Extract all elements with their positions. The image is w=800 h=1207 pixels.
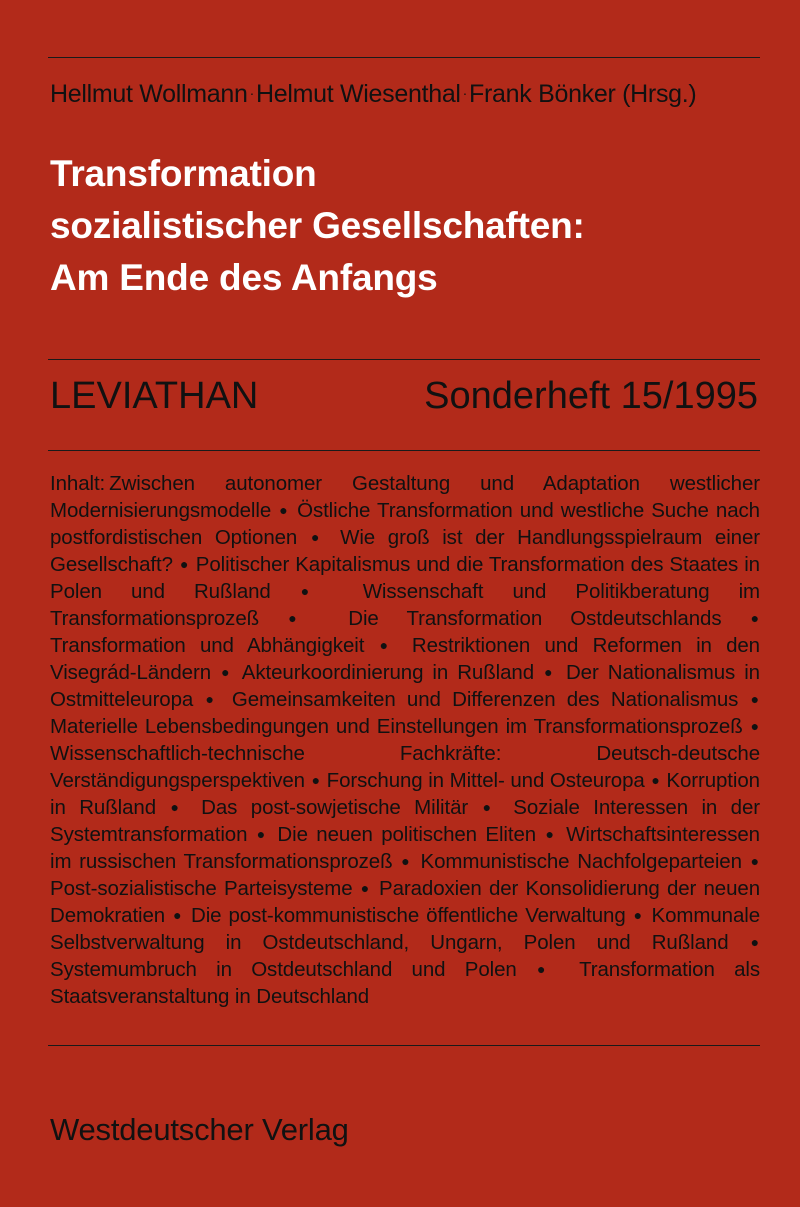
contents-item: Die post-kommunistische öffentliche Verwaltung <box>191 904 626 927</box>
bullet-separator: ● <box>537 961 560 977</box>
bullet-separator: ● <box>544 664 556 680</box>
author-separator: · <box>249 85 254 101</box>
bullet-separator: ● <box>256 826 268 842</box>
bullet-separator: ● <box>545 826 557 842</box>
title-line: Transformation <box>50 153 317 194</box>
bullet-separator: ● <box>311 772 320 788</box>
contents-item: Die neuen politischen Eliten <box>277 823 537 846</box>
bullet-separator: ● <box>750 853 759 869</box>
bullet-separator: ● <box>633 907 644 923</box>
contents-item: Das post-sowjetische Militär <box>201 796 469 819</box>
series-line <box>50 370 760 422</box>
contents-item: Transformation als Staatsveranstaltung in Deutschland <box>50 958 760 1008</box>
contents-item: Restriktionen und Reformen in den Visegrád-Ländern <box>50 634 760 684</box>
contents-item: Kommunale Selbstverwaltung in Ostdeutschland, Ungarn, Polen und Rußland <box>50 904 761 954</box>
bullet-separator: ● <box>179 556 189 572</box>
contents-label: Inhalt: <box>50 472 106 495</box>
bullet-separator: ● <box>482 799 499 815</box>
author-name: Hellmut Wollmann <box>50 80 248 108</box>
bullet-separator: ● <box>379 637 397 653</box>
contents-block <box>50 470 760 1010</box>
contents-item: Kommunistische Nachfolgeparteien <box>420 850 742 873</box>
bullet-separator: ● <box>170 799 187 815</box>
authors-line <box>50 80 760 109</box>
contents-item: Systemumbruch in Ostdeutschland und Polen <box>50 958 517 981</box>
series-bottom-rule <box>48 450 760 451</box>
special-issue-label: Sonderheft 15/1995 <box>424 375 758 417</box>
series-name: LEVIATHAN <box>50 375 259 417</box>
contents-item: Korruption in Rußland <box>50 769 760 819</box>
bullet-separator: ● <box>288 610 320 626</box>
contents-item: Forschung in Mittel- und Osteuropa <box>326 769 645 792</box>
contents-item: Wie groß ist der Handlungsspielraum einer Gesellschaft? <box>50 526 760 576</box>
contents-item: Transformation und Abhängigkeit <box>50 634 365 657</box>
contents-item: Paradoxien der Konsolidierung der neuen Demokratien <box>50 877 761 927</box>
contents-item: Zwischen autonomer Gestaltung und Adaptation westlicher Modernisierungsmodelle <box>50 472 760 522</box>
bottom-rule <box>48 1045 760 1046</box>
contents-item: Post-sozialistische Parteisysteme <box>50 877 353 900</box>
bullet-separator: ● <box>401 853 412 869</box>
contents-item: Wissenschaft und Politikberatung im Transformationsprozeß <box>50 580 760 630</box>
bullet-separator: ● <box>651 772 660 788</box>
bullet-separator: ● <box>173 907 183 923</box>
title-line: sozialistischer Gesellschaften: <box>50 205 585 246</box>
author-separator: · <box>462 85 468 101</box>
contents-item: Wissenschaftlich-technische Fachkräfte: Deutsch-deutsche Verständigungsperspektiven <box>50 742 760 792</box>
author-name: Helmut Wiesenthal <box>255 80 461 108</box>
series-top-rule <box>48 359 760 360</box>
contents-item: Politischer Kapitalismus und die Transformation des Staates in Polen und Rußland <box>50 553 760 603</box>
contents-item: Soziale Interessen in der Systemtransformation <box>50 796 760 846</box>
contents-item: Wirtschaftsinteressen im russischen Transformationsprozeß <box>50 823 760 873</box>
top-rule <box>48 57 760 58</box>
contents-item: Akteurkoordinierung in Rußland <box>241 661 535 684</box>
contents-item: Materielle Lebensbedingungen und Einstellungen im Transformationsprozeß <box>50 715 743 738</box>
bullet-separator: ● <box>310 529 327 545</box>
contents-item: Östliche Transformation und westliche Suche nach postfordistischen Optionen <box>50 499 760 549</box>
bullet-separator: ● <box>205 691 220 707</box>
bullet-separator: ● <box>300 583 333 599</box>
contents-item: Die Transformation Ostdeutschlands <box>348 607 722 630</box>
publisher-name: Westdeutscher Verlag <box>50 1112 349 1147</box>
bullet-separator: ● <box>360 880 371 896</box>
bullet-separator: ● <box>279 502 290 518</box>
bullet-separator: ● <box>750 610 759 626</box>
bullet-separator: ● <box>750 718 759 734</box>
contents-item: Gemeinsamkeiten und Differenzen des Nationalismus <box>231 688 739 711</box>
bullet-separator: ● <box>750 691 759 707</box>
author-name: Frank Bönker (Hrsg.) <box>469 80 697 108</box>
title-line: Am Ende des Anfangs <box>50 257 438 298</box>
book-title <box>50 148 770 304</box>
contents-item: Der Nationalismus in Ostmitteleuropa <box>50 661 760 711</box>
bullet-separator: ● <box>221 664 233 680</box>
bullet-separator: ● <box>750 934 759 950</box>
